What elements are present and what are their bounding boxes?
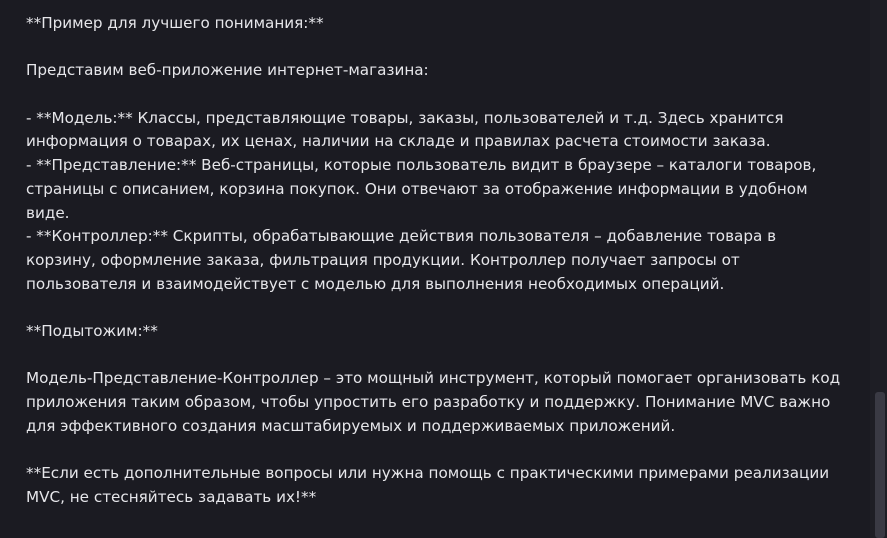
message-line: Представим веб-приложение интернет-магазина:: [26, 61, 429, 80]
message-line: приложения таким образом, чтобы упростить его разработку и поддержку. Понимание MVC важно: [26, 393, 831, 412]
message-line: страницы с описанием, корзина покупок. Они отвечают за отображение информации в удобном: [26, 179, 808, 198]
message-line: информация о товарах, их ценах, наличии на складе и правилах расчета стоимости заказа.: [26, 132, 771, 151]
message-line: **Подытожим:**: [26, 322, 158, 341]
blank-line: [26, 344, 858, 368]
message-line: **Пример для лучшего понимания:**: [26, 14, 324, 32]
message-line: пользователя и взаимодействует с моделью для выполнения необходимых операций.: [26, 274, 725, 293]
message-line: **Если есть дополнительные вопросы или нужна помощь с практическими примерами реализации: [26, 464, 830, 483]
scrollbar-thumb[interactable]: [875, 392, 885, 538]
blank-line: [26, 296, 858, 320]
vertical-scrollbar[interactable]: [870, 0, 887, 538]
blank-line: [26, 439, 858, 463]
message-line: виде.: [26, 203, 70, 222]
assistant-message-text: [26, 12, 858, 510]
message-line: для эффективного создания масштабируемых и поддерживаемых приложений.: [26, 416, 676, 435]
message-line: корзину, оформление заказа, фильтрация продукции. Контроллер получает запросы от: [26, 251, 740, 269]
blank-line: [26, 36, 858, 60]
blank-line: [26, 83, 858, 107]
message-line: - **Контроллер:** Скрипты, обрабатывающие действия пользователя – добавление товара в: [26, 227, 777, 246]
message-line: - **Представление:** Веб-страницы, которые пользователь видит в браузере – каталоги товаров,: [26, 156, 817, 175]
message-line: - **Модель:** Классы, представляющие товары, заказы, пользователей и т.д. Здесь хранится: [26, 108, 784, 127]
message-line: MVC, не стесняйтесь задавать их!**: [26, 487, 317, 506]
message-line: Модель-Представление-Контроллер – это мощный инструмент, который помогает организовать код: [26, 369, 841, 388]
